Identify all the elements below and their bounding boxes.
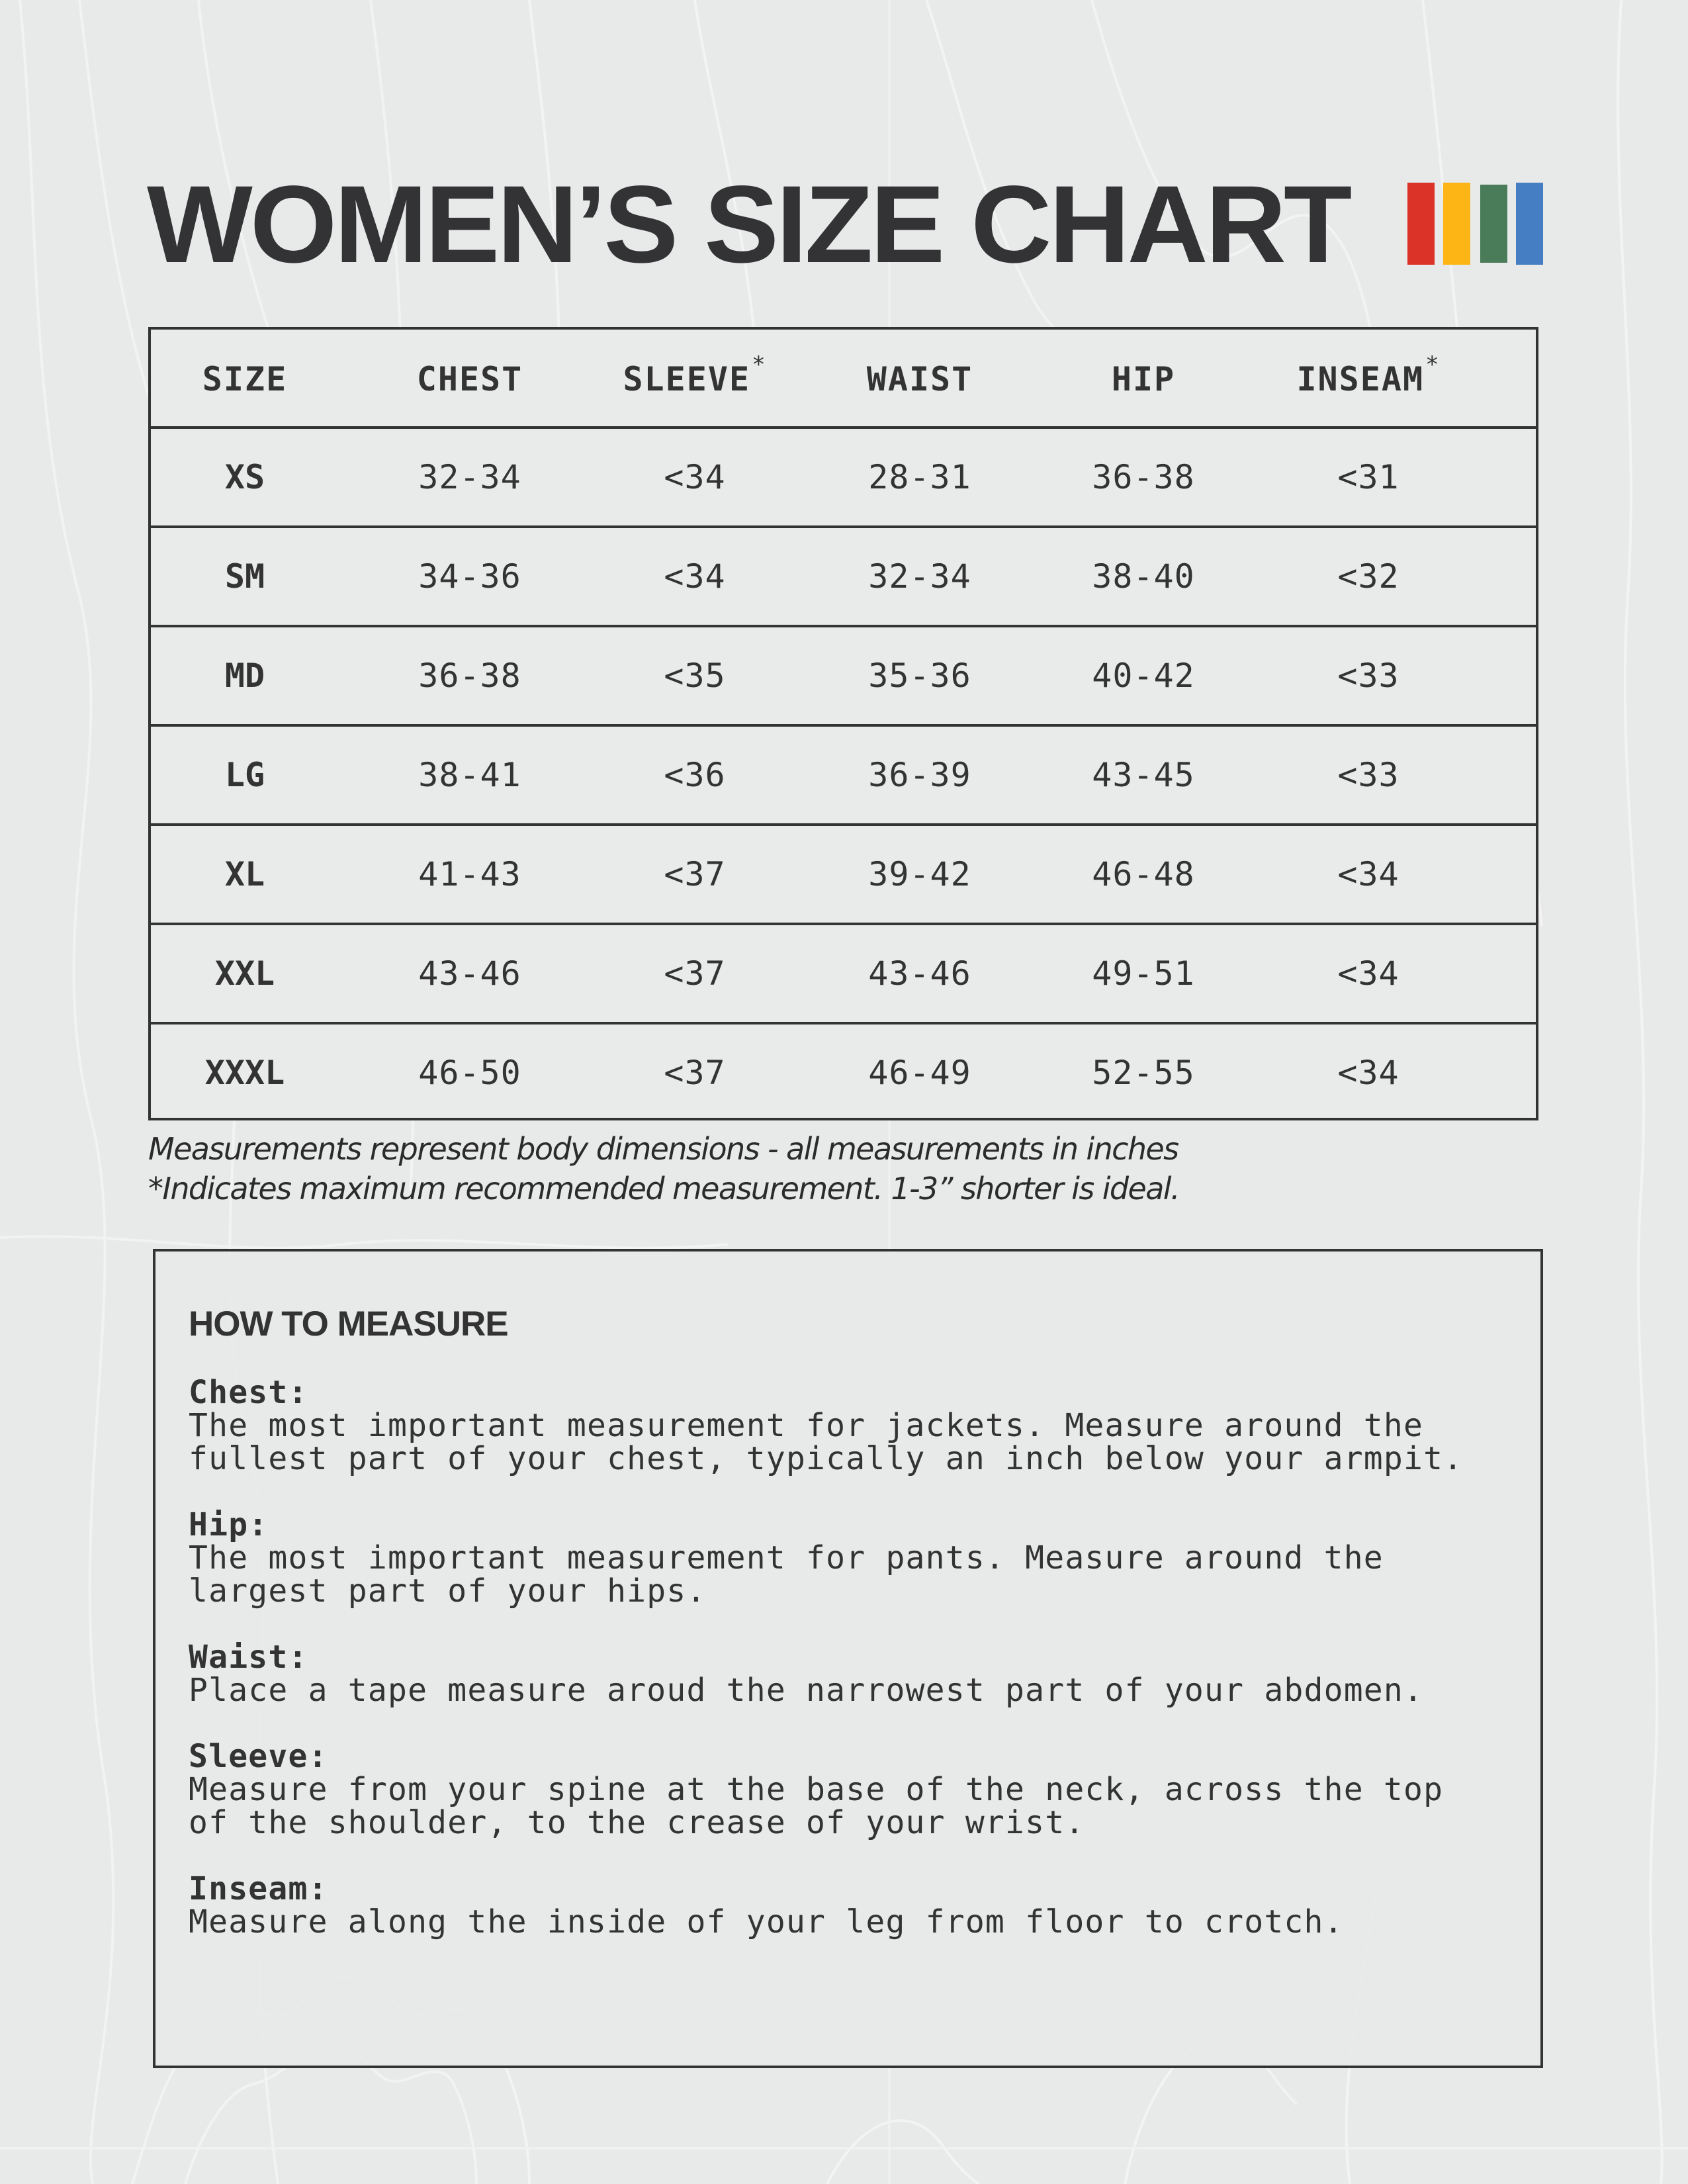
cell-size: LG (224, 756, 265, 794)
table-row (151, 923, 1536, 1022)
column-header-label: WAIST (866, 360, 973, 398)
cell-sleeve: <37 (664, 1054, 726, 1092)
cell-size: SM (224, 557, 265, 596)
cell-waist: 46-49 (868, 1054, 971, 1092)
measure-section-inseam (189, 1872, 1463, 1938)
column-header-waist (807, 330, 1032, 429)
stripe-blue (1516, 183, 1543, 265)
cell-chest: 32-34 (418, 458, 521, 496)
measure-label: Hip: (189, 1506, 269, 1543)
cell-chest: 41-43 (418, 855, 521, 893)
brand-stripes (1407, 183, 1544, 265)
cell-sleeve: <37 (664, 954, 726, 993)
cell-sleeve: <36 (664, 756, 726, 794)
cell-waist: 35-36 (868, 657, 971, 695)
table-row (151, 525, 1536, 625)
column-header-label: CHEST (416, 360, 523, 398)
size-chart-table (148, 327, 1538, 1120)
cell-hip: 49-51 (1092, 954, 1195, 993)
measure-section-hip (189, 1508, 1463, 1608)
column-header-label: INSEAM (1296, 360, 1425, 398)
cell-chest: 43-46 (418, 954, 521, 993)
cell-inseam: <32 (1337, 557, 1399, 596)
how-to-measure-heading: HOW TO MEASURE (189, 1304, 508, 1343)
cell-size: XS (224, 458, 265, 496)
footnote-units: Measurements represent body dimensions - all measurements in inches (148, 1131, 1178, 1167)
cell-waist: 28-31 (868, 458, 971, 496)
cell-hip: 43-45 (1092, 756, 1195, 794)
cell-inseam: <34 (1337, 1054, 1399, 1092)
cell-chest: 38-41 (418, 756, 521, 794)
column-header-sleeve (582, 330, 807, 429)
column-header-size (132, 330, 357, 429)
measure-description-line: of the shoulder, to the crease of your wrist. (189, 1804, 1085, 1841)
measure-description-line: The most important measurement for jackets. Measure around the (189, 1407, 1424, 1444)
table-row (151, 724, 1536, 823)
cell-hip: 38-40 (1092, 557, 1195, 596)
measure-description-line: Measure from your spine at the base of the neck, across the top (189, 1771, 1444, 1808)
measure-label: Chest: (189, 1374, 308, 1411)
cell-chest: 46-50 (418, 1054, 521, 1092)
column-header-label: HIP (1111, 360, 1176, 398)
footnote-asterisk: *Indicates maximum recommended measurement. 1-3” shorter is ideal. (148, 1171, 1179, 1206)
asterisk-marker: * (1425, 351, 1441, 378)
cell-inseam: <33 (1337, 756, 1399, 794)
table-row (151, 823, 1536, 923)
cell-sleeve: <37 (664, 855, 726, 893)
column-header-chest (357, 330, 582, 429)
table-row (151, 625, 1536, 724)
stripe-yellow (1443, 183, 1470, 265)
table-header-row (151, 330, 1536, 429)
cell-waist: 39-42 (868, 855, 971, 893)
cell-hip: 46-48 (1092, 855, 1195, 893)
table-row (151, 1022, 1536, 1120)
measure-section-waist (189, 1641, 1463, 1707)
measure-description-line: Place a tape measure aroud the narrowest part of your abdomen. (189, 1672, 1424, 1709)
measure-section-sleeve (189, 1740, 1463, 1839)
measure-instructions (189, 1376, 1463, 1972)
cell-inseam: <34 (1337, 855, 1399, 893)
column-header-inseam (1256, 330, 1481, 429)
cell-size: XL (224, 855, 265, 893)
measure-label: Sleeve: (189, 1738, 328, 1775)
cell-hip: 52-55 (1092, 1054, 1195, 1092)
cell-size: XXXL (204, 1054, 285, 1092)
table-row (151, 426, 1536, 525)
measure-label: Waist: (189, 1639, 308, 1676)
how-to-measure-panel (153, 1249, 1543, 2068)
cell-chest: 34-36 (418, 557, 521, 596)
cell-waist: 43-46 (868, 954, 971, 993)
page-title: WOMEN’S SIZE CHART (147, 163, 1350, 286)
column-header-hip (1031, 330, 1256, 429)
measure-description-line: fullest part of your chest, typically an inch below your armpit. (189, 1440, 1464, 1477)
asterisk-marker: * (752, 351, 767, 378)
measure-section-chest (189, 1376, 1463, 1475)
cell-size: XXL (214, 954, 275, 993)
table-footnotes (148, 1129, 1179, 1208)
cell-inseam: <33 (1337, 657, 1399, 695)
cell-chest: 36-38 (418, 657, 521, 695)
cell-sleeve: <35 (664, 657, 726, 695)
measure-label: Inseam: (189, 1870, 328, 1907)
measure-description-line: The most important measurement for pants. Measure around the (189, 1539, 1384, 1576)
cell-inseam: <34 (1337, 954, 1399, 993)
stripe-green (1480, 185, 1507, 263)
measure-description-line: Measure along the inside of your leg from floor to crotch. (189, 1903, 1344, 1940)
cell-size: MD (224, 657, 265, 695)
cell-sleeve: <34 (664, 557, 726, 596)
column-header-label: SLEEVE (623, 360, 751, 398)
cell-hip: 36-38 (1092, 458, 1195, 496)
cell-waist: 32-34 (868, 557, 971, 596)
measure-description-line: largest part of your hips. (189, 1572, 707, 1610)
cell-sleeve: <34 (664, 458, 726, 496)
cell-waist: 36-39 (868, 756, 971, 794)
column-header-label: SIZE (202, 360, 288, 398)
stripe-red (1407, 183, 1435, 265)
cell-inseam: <31 (1337, 458, 1399, 496)
cell-hip: 40-42 (1092, 657, 1195, 695)
